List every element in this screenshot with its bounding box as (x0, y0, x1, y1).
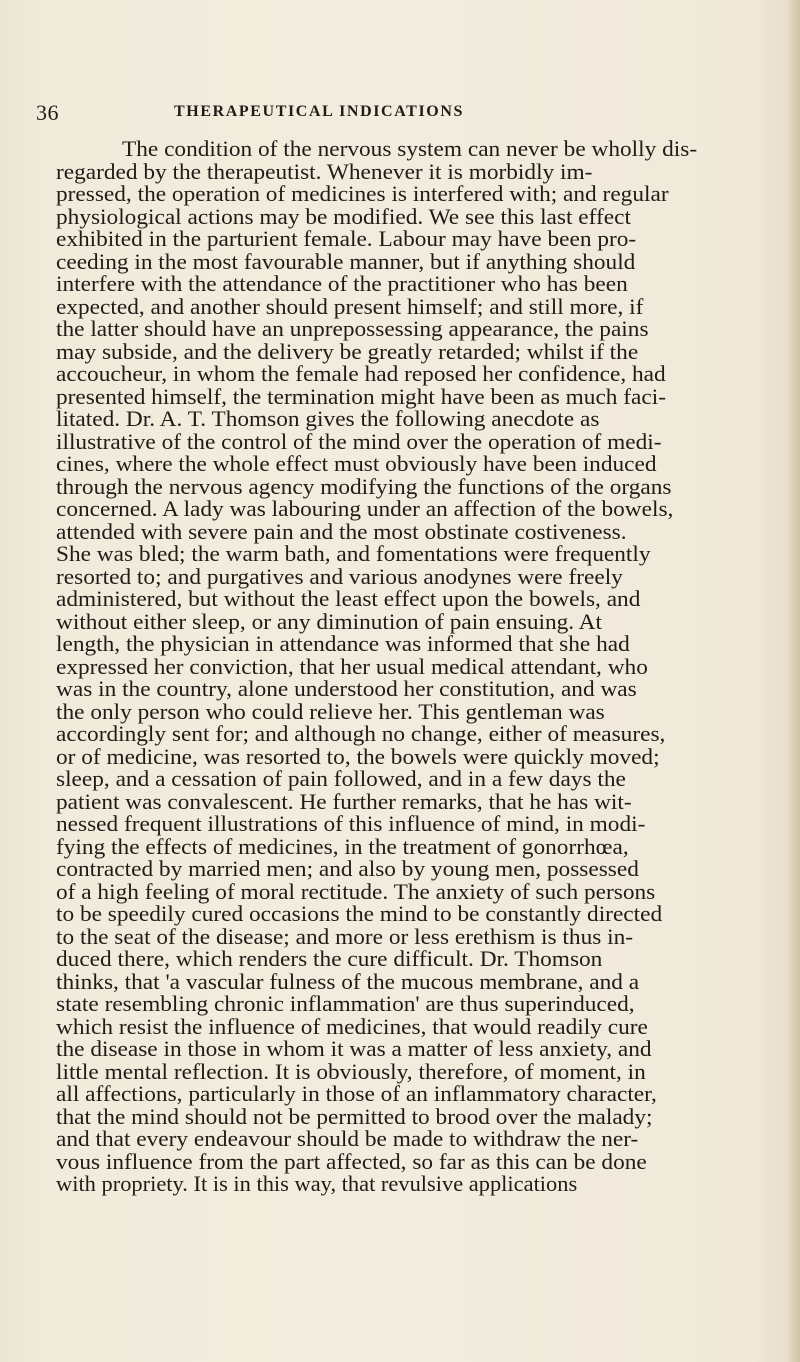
text-line: expected, and another should present himself; and still more, if (56, 293, 644, 319)
text-line: exhibited in the parturient female. Labour may have been pro- (56, 226, 637, 251)
text-line: accoucheur, in whom the female had reposed her confidence, had (56, 361, 666, 386)
text-line: presented himself, the termination might have been as much faci- (56, 383, 667, 409)
text-line: administered, but without the least effect upon the bowels, and (56, 586, 641, 611)
text-line: with propriety. It is in this way, that revulsive applications (56, 1171, 578, 1196)
text-line: vous influence from the part affected, so far as this can be done (56, 1148, 647, 1174)
running-head: THERAPEUTICAL INDICATIONS (174, 103, 464, 120)
text-line: through the nervous agency modifying the functions of the organs (56, 473, 672, 499)
text-line: and that every endeavour should be made to withdraw the ner- (56, 1126, 639, 1151)
page-header (36, 100, 736, 130)
text-line: the latter should have an unprepossessing appearance, the pains (56, 316, 649, 341)
text-line: accordingly sent for; and although no change, either of measures, (56, 721, 666, 746)
page-number: 36 (36, 100, 59, 125)
text-line: state resembling chronic inflammation' are thus superinduced, (56, 991, 635, 1016)
text-line: of a high feeling of moral rectitude. The anxiety of such persons (56, 878, 656, 904)
text-line: thinks, that 'a vascular fulness of the mucous membrane, and a (56, 968, 640, 994)
text-line: concerned. A lady was labouring under an affection of the bowels, (56, 496, 674, 521)
text-line: litated. Dr. A. T. Thomson gives the following anecdote as (56, 406, 600, 431)
text-line: which resist the influence of medicines, that would readily cure (56, 1013, 648, 1039)
text-line: sleep, and a cessation of pain followed, and in a few days the (56, 766, 626, 791)
text-line: to be speedily cured occasions the mind to be constantly directed (56, 901, 663, 926)
text-line: was in the country, alone understood her constitution, and was (56, 676, 637, 701)
text-line: resorted to; and purgatives and various anodynes were freely (56, 563, 623, 589)
text-line: length, the physician in attendance was informed that she had (56, 631, 630, 656)
text-line: contracted by married men; and also by young men, possessed (56, 856, 639, 881)
text-line: pressed, the operation of medicines is interfered with; and regular (56, 181, 669, 206)
text-line: without either sleep, or any diminution of pain ensuing. At (56, 608, 602, 634)
text-line: illustrative of the control of the mind over the operation of medi- (56, 428, 662, 454)
text-line: the only person who could relieve her. This gentleman was (56, 698, 605, 724)
text-line: regarded by the therapeutist. Whenever it is morbidly im- (56, 158, 593, 184)
text-line: or of medicine, was resorted to, the bowels were quickly moved; (56, 743, 660, 769)
text-line: expressed her conviction, that her usual medical attendant, who (56, 653, 648, 679)
text-line: attended with severe pain and the most obstinate costiveness. (56, 518, 627, 544)
text-line: physiological actions may be modified. We see this last effect (56, 203, 631, 229)
text-line: The condition of the nervous system can never be wholly dis- (122, 136, 698, 161)
text-line: She was bled; the warm bath, and fomentations were frequently (56, 541, 651, 566)
text-line: duced there, which renders the cure difficult. Dr. Thomson (56, 946, 603, 971)
text-line: to the seat of the disease; and more or less erethism is thus in- (56, 923, 634, 949)
text-line: little mental reflection. It is obviously, therefore, of moment, in (56, 1058, 646, 1084)
text-line: all affections, particularly in those of an inflammatory character, (56, 1081, 657, 1106)
text-line: interfere with the attendance of the practitioner who has been (56, 271, 628, 296)
text-line: that the mind should not be permitted to brood over the malady; (56, 1103, 653, 1129)
body-paragraph (0, 138, 800, 1196)
text-line: may subside, and the delivery be greatly retarded; whilst if the (56, 338, 639, 364)
text-line: ceeding in the most favourable manner, but if anything should (56, 248, 636, 274)
text-line: patient was convalescent. He further remarks, that he has wit- (56, 788, 632, 814)
text-line: nessed frequent illustrations of this influence of mind, in modi- (56, 811, 646, 836)
text-line: fying the effects of medicines, in the treatment of gonorrhœa, (56, 833, 629, 859)
text-line: cines, where the whole effect must obviously have been induced (56, 451, 657, 476)
text-line: the disease in those in whom it was a matter of less anxiety, and (56, 1036, 652, 1061)
